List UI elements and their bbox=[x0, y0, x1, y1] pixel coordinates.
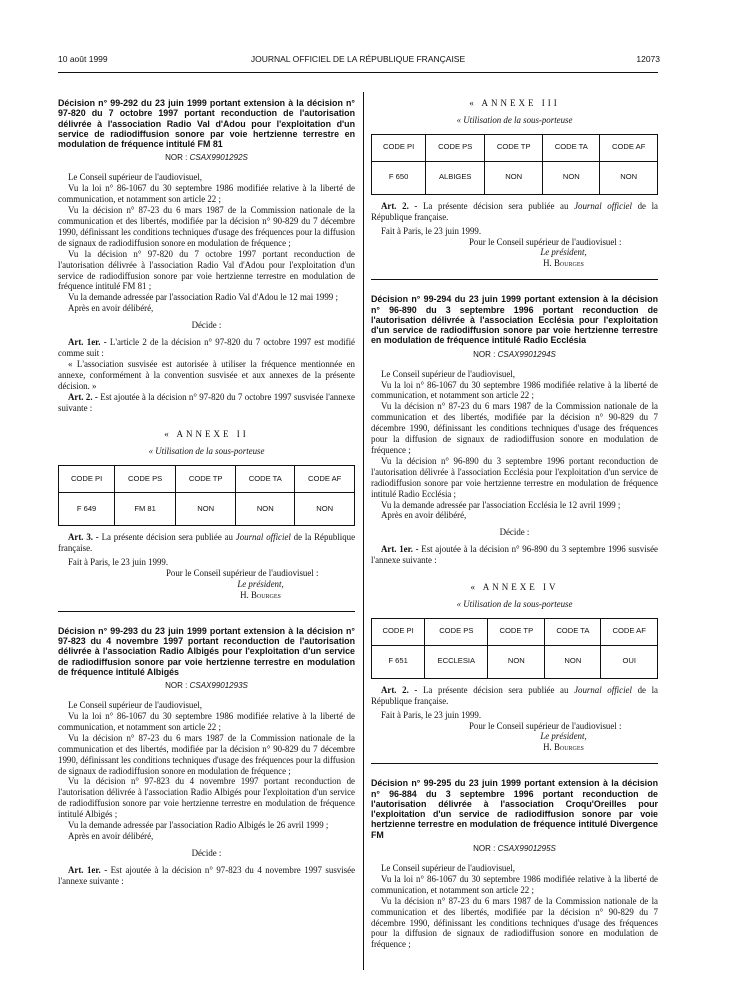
table-cell: FM 81 bbox=[115, 493, 176, 526]
col-header: CODE TP bbox=[176, 466, 236, 493]
decision-separator bbox=[371, 279, 658, 280]
article-text: Est ajoutée à la décision n° 97-820 du 7 octobre 1997 susvisée l'annexe suivante : bbox=[58, 391, 355, 413]
article-2 bbox=[371, 201, 658, 223]
subcarrier-table bbox=[371, 618, 658, 679]
header-rule bbox=[58, 72, 658, 73]
nor-label: NOR : bbox=[473, 844, 496, 854]
article-text: Est ajoutée à la décision n° 96-890 du 3 septembre 1996 susvisée l'annexe suivante : bbox=[371, 544, 658, 566]
table-header-row bbox=[59, 466, 355, 493]
nor-label: NOR : bbox=[165, 153, 188, 163]
table-row bbox=[372, 645, 658, 678]
col-header: CODE PI bbox=[372, 618, 425, 645]
article-1 bbox=[58, 337, 355, 359]
left-column bbox=[58, 98, 355, 887]
article-text: de la République française. bbox=[58, 532, 356, 554]
visa: Vu la décision n° 87-23 du 6 mars 1987 de la Commission nationale de la communication et des libertés, modifiée par la décision n° 90-829 du 7 décembre 1990, définissant les conditions techniques d'usage des fréquences pour la diffusion de signaux de radiodiffusion sonore en modulation de fréquence ; bbox=[58, 732, 355, 776]
annexe-heading: « ANNEXE IV bbox=[470, 582, 559, 593]
table-header-row bbox=[372, 134, 658, 161]
table-cell: F 650 bbox=[372, 161, 426, 194]
decision-99-293 bbox=[58, 626, 355, 887]
article-label: Art. 3. - bbox=[68, 532, 99, 543]
signature-role: Le président, bbox=[540, 731, 587, 742]
table-cell: NON bbox=[488, 645, 545, 678]
article-label: Art. 1er. - bbox=[68, 337, 107, 348]
journal-name: Journal officiel bbox=[235, 532, 291, 543]
nor-code: CSAX9901293S bbox=[189, 681, 248, 691]
table-cell: F 649 bbox=[59, 493, 115, 526]
signature-date: Fait à Paris, le 23 juin 1999. bbox=[381, 709, 482, 720]
visa: Vu la décision n° 87-23 du 6 mars 1987 de la Commission nationale de la communication et des libertés, modifiée par la décision n° 90-829 du 7 décembre 1990, définissant les conditions techniques d'usage des fréquences pour la diffusion de signaux de radiodiffusion sonore en modulation de fréquence ; bbox=[58, 205, 355, 248]
nor-code: CSAX9901295S bbox=[497, 844, 556, 854]
visa: Vu la décision n° 96-890 du 3 septembre 1996 portant reconduction de l'autorisation délivrée à l'association Ecclésia pour l'exploitation d'un service de radiodiffusion sonore par voie hertzienne terrestre en modulation de fréquence intitulé Radio Ecclésia ; bbox=[371, 455, 658, 499]
col-header: CODE PS bbox=[115, 466, 176, 493]
article-3 bbox=[58, 532, 355, 554]
nor-label: NOR : bbox=[473, 349, 496, 359]
nor-line bbox=[371, 350, 658, 361]
article-text: L'article 2 de la décision n° 97-820 du 7 octobre 1997 est modifié comme suit : bbox=[58, 337, 355, 358]
decide-heading: Décide : bbox=[191, 320, 222, 331]
article-label: Art. 1er. - bbox=[68, 864, 108, 875]
decision-99-295 bbox=[371, 778, 658, 950]
header-journal-title: JOURNAL OFFICIEL DE LA RÉPUBLIQUE FRANÇAISE bbox=[250, 54, 466, 64]
signature-name: H. Bourges bbox=[543, 258, 584, 269]
right-column bbox=[371, 98, 658, 950]
decision-99-293-continued bbox=[371, 98, 658, 269]
table-cell: NON bbox=[236, 493, 295, 526]
table-cell: ECCLESIA bbox=[425, 645, 488, 678]
visa: Vu la décision n° 97-820 du 7 octobre 1997 portant reconduction de l'autorisation délivrée à l'association Radio Val d'Adou pour l'exploitation d'un service de radiodiffusion sonore par voie hertzienne terrestre en modulation de fréquence intitulé FM 81 ; bbox=[58, 248, 355, 292]
signature-name: H. Bourges bbox=[543, 742, 584, 753]
article-label: Art. 2. - bbox=[68, 391, 98, 402]
preamble: Le Conseil supérieur de l'audiovisuel, bbox=[381, 368, 515, 379]
decision-title: Décision n° 99-294 du 23 juin 1999 portant extension à la décision n° 96-890 du 3 septembre 1996 portant reconduction de l'autorisation délivrée à l'association Ecclésia pour l'exploitation d'un service de radiodiffusion sonore par voie hertzienne terrestre en modulation de fréquence intitulé Radio Ecclésia bbox=[371, 294, 658, 346]
article-2 bbox=[371, 685, 658, 707]
article-label: Art. 1er. - bbox=[381, 544, 419, 555]
visa: Vu la loi n° 86-1067 du 30 septembre 1986 modifiée relative à la liberté de communication, et notamment son article 22 ; bbox=[58, 183, 355, 205]
table-cell: NON bbox=[543, 161, 600, 194]
col-header: CODE TP bbox=[488, 618, 545, 645]
table-cell: NON bbox=[485, 161, 543, 194]
annexe-heading: « ANNEXE III bbox=[469, 98, 560, 108]
col-header: CODE PS bbox=[426, 134, 485, 161]
article-label: Art. 2. - bbox=[381, 200, 418, 211]
table-cell: NON bbox=[295, 493, 355, 526]
col-header: CODE TA bbox=[545, 618, 601, 645]
annexe-subtitle: « Utilisation de la sous-porteuse bbox=[456, 114, 573, 125]
signature-authority: Pour le Conseil supérieur de l'audiovisuel : bbox=[469, 720, 622, 731]
nor-code: CSAX9901294S bbox=[497, 349, 556, 359]
deliberation: Après en avoir délibéré, bbox=[68, 830, 154, 841]
article-text: La présente décision sera publiée au bbox=[423, 684, 575, 695]
column-separator bbox=[363, 92, 364, 970]
article-text: de la République française. bbox=[371, 200, 658, 222]
decision-title: Décision n° 99-292 du 23 juin 1999 portant extension à la décision n° 97-820 du 7 octobre 1997 portant reconduction de l'autorisation délivrée à l'association Radio Val d'Adou pour l'exploitation d'un service de radiodiffusion sonore par voie hertzienne terrestre en modulation de fréquence intitulé FM 81 bbox=[58, 98, 355, 150]
signature-authority: Pour le Conseil supérieur de l'audiovisuel : bbox=[469, 236, 622, 247]
signature-date: Fait à Paris, le 23 juin 1999. bbox=[68, 557, 169, 568]
article-text: La présente décision sera publiée au bbox=[101, 532, 236, 543]
signature-authority: Pour le Conseil supérieur de l'audiovisuel : bbox=[166, 567, 319, 578]
visa: Vu la loi n° 86-1067 du 30 septembre 1986 modifiée relative à la liberté de communication, et notamment son article 22 ; bbox=[371, 379, 658, 401]
col-header: CODE PS bbox=[425, 618, 488, 645]
col-header: CODE TP bbox=[485, 134, 543, 161]
table-header-row bbox=[372, 618, 658, 645]
article-1 bbox=[58, 865, 355, 887]
col-header: CODE PI bbox=[59, 466, 115, 493]
nor-line bbox=[58, 681, 355, 692]
table-cell: NON bbox=[176, 493, 236, 526]
visa: Vu la décision n° 97-823 du 4 novembre 1997 portant reconduction de l'autorisation délivrée à l'association Radio Albigés pour l'exploitation d'un service de radiodiffusion sonore par voie hertzienne terrestre en modulation de fréquence intitulé Albigés ; bbox=[58, 776, 355, 820]
nor-line bbox=[58, 153, 355, 164]
page-header bbox=[58, 54, 658, 68]
decision-separator bbox=[371, 763, 658, 764]
annexe-subtitle: « Utilisation de la sous-porteuse bbox=[148, 446, 265, 457]
annexe-heading: « ANNEXE II bbox=[164, 429, 249, 440]
signature-role: Le président, bbox=[540, 247, 587, 258]
signature-name: H. Bourges bbox=[240, 589, 281, 600]
signature-date: Fait à Paris, le 23 juin 1999. bbox=[381, 225, 482, 236]
visa: Vu la loi n° 86-1067 du 30 septembre 1986 modifiée relative à la liberté de communication, et notamment son article 22 ; bbox=[371, 873, 658, 895]
subcarrier-table bbox=[58, 465, 355, 526]
visa: Vu la demande adressée par l'association Radio Val d'Adou le 12 mai 1999 ; bbox=[68, 292, 338, 303]
article-2 bbox=[58, 392, 355, 414]
subcarrier-table bbox=[371, 134, 658, 195]
nor-label: NOR : bbox=[165, 681, 188, 691]
table-cell: F 651 bbox=[372, 645, 425, 678]
visa: Vu la loi n° 86-1067 du 30 septembre 1986 modifiée relative à la liberté de communication, et notamment son article 22 ; bbox=[58, 710, 355, 732]
table-row bbox=[372, 161, 658, 194]
col-header: CODE TA bbox=[543, 134, 600, 161]
journal-name: Journal officiel bbox=[574, 200, 632, 211]
article-text: Est ajoutée à la décision n° 97-823 du 4 novembre 1997 susvisée l'annexe suivante : bbox=[58, 864, 356, 886]
col-header: CODE AF bbox=[295, 466, 355, 493]
article-text: de la République française. bbox=[371, 684, 658, 706]
decision-title: Décision n° 99-295 du 23 juin 1999 portant extension à la décision n° 96-884 du 3 septembre 1996 portant reconduction de l'autorisation délivrée à l'association Croqu'Oreilles pour l'exploitation d'un service de radiodiffusion sonore par voie hertzienne terrestre en modulation de fréquence intitulé Divergence FM bbox=[371, 778, 658, 840]
col-header: CODE AF bbox=[601, 618, 658, 645]
nor-line bbox=[371, 844, 658, 855]
preamble: Le Conseil supérieur de l'audiovisuel, bbox=[68, 172, 202, 183]
col-header: CODE TA bbox=[236, 466, 295, 493]
header-date: 10 août 1999 bbox=[58, 54, 108, 64]
nor-code: CSAX9901292S bbox=[189, 153, 248, 163]
preamble: Le Conseil supérieur de l'audiovisuel, bbox=[68, 700, 202, 711]
header-page-number: 12073 bbox=[636, 54, 660, 64]
decision-title: Décision n° 99-293 du 23 juin 1999 portant extension à la décision n° 97-823 du 4 novembre 1997 portant reconduction de l'autorisation délivrée à l'association Radio Albigés pour l'exploitation d'un service de radiodiffusion sonore par voie hertzienne terrestre en modulation de fréquence intitulé Albigés bbox=[58, 625, 355, 677]
visa: Vu la décision n° 87-23 du 6 mars 1987 de la Commission nationale de la communication et des libertés, modifiée par la décision n° 90-829 du 7 décembre 1990, définissant les conditions techniques d'usage des fréquences pour la diffusion de signaux de radiodiffusion sonore en modulation de fréquence ; bbox=[371, 895, 658, 950]
table-cell: ALBIGES bbox=[426, 161, 485, 194]
col-header: CODE AF bbox=[600, 134, 658, 161]
journal-name: Journal officiel bbox=[574, 684, 632, 695]
col-header: CODE PI bbox=[372, 134, 426, 161]
decide-heading: Décide : bbox=[191, 847, 222, 858]
deliberation: Après en avoir délibéré, bbox=[68, 303, 154, 314]
article-text: La présente décision sera publiée au bbox=[423, 200, 575, 211]
annexe-subtitle: « Utilisation de la sous-porteuse bbox=[456, 598, 573, 609]
table-cell: OUI bbox=[601, 645, 658, 678]
table-cell: NON bbox=[545, 645, 601, 678]
table-row bbox=[59, 493, 355, 526]
article-label: Art. 2. - bbox=[381, 684, 418, 695]
table-cell: NON bbox=[600, 161, 658, 194]
visa: Vu la décision n° 87-23 du 6 mars 1987 de la Commission nationale de la communication et des libertés, modifiée par la décision n° 90-829 du 7 décembre 1990, définissant les conditions techniques d'usage des fréquences pour la diffusion de signaux de radiodiffusion sonore en modulation de fréquence ; bbox=[371, 401, 658, 455]
signature-role: Le président, bbox=[237, 578, 284, 589]
decision-99-294 bbox=[371, 294, 658, 753]
deliberation: Après en avoir délibéré, bbox=[381, 510, 467, 521]
visa: Vu la demande adressée par l'association Radio Albigés le 26 avril 1999 ; bbox=[68, 820, 329, 831]
article-1 bbox=[371, 544, 658, 566]
decision-99-292 bbox=[58, 98, 355, 601]
article-quote: « L'association susvisée est autorisée à utiliser la fréquence mentionnée en annexe, conformément à la convention susvisée et aux annexes de la présente décision. » bbox=[58, 358, 355, 391]
visa: Vu la demande adressée par l'association Ecclésia le 12 avril 1999 ; bbox=[381, 499, 621, 510]
preamble: Le Conseil supérieur de l'audiovisuel, bbox=[381, 862, 515, 873]
decide-heading: Décide : bbox=[499, 527, 530, 538]
decision-separator bbox=[58, 611, 355, 612]
